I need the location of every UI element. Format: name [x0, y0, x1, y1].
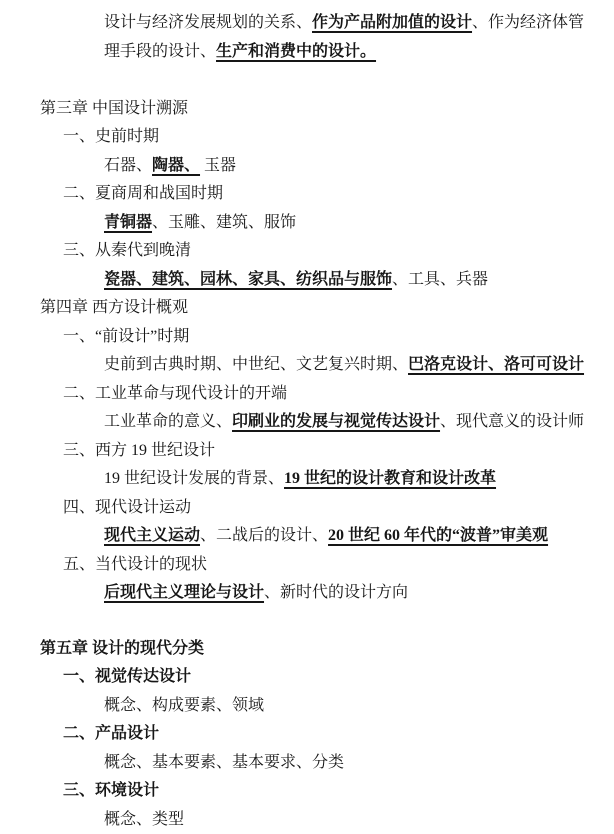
text-segment: 第三章 中国设计溯源 [40, 99, 189, 117]
text-segment: 一、“前设计”时期 [63, 327, 190, 345]
text-segment: 概念、构成要素、领域 [104, 696, 265, 714]
doc-line-content [104, 38, 594, 67]
emphasis-segment: 陶器、 [152, 156, 201, 174]
text-segment: 、新时代的设计方向 [264, 584, 409, 601]
doc-line-item [63, 494, 594, 523]
emphasis-segment: 20 世纪 60 年代的“波普”审美观 [328, 527, 549, 544]
text-segment: 五、当代设计的现状 [63, 555, 208, 573]
doc-line-content [104, 152, 594, 181]
doc-line-chapter [40, 294, 594, 323]
doc-line-content [104, 209, 594, 238]
text-segment: 19 世纪设计发展的背景、 [104, 470, 285, 487]
doc-line-item [63, 380, 594, 409]
doc-line-content [104, 579, 594, 608]
text-segment: 概念、类型 [104, 810, 185, 828]
text-segment: 、工具、兵器 [392, 270, 489, 288]
text-segment: 二、工业革命与现代设计的开端 [63, 384, 288, 402]
text-segment: 三、西方 19 世纪设计 [63, 441, 216, 459]
doc-line-content [104, 465, 594, 494]
doc-line-item [63, 720, 594, 749]
emphasis-segment: 第五章 设计的现代分类 [40, 639, 205, 657]
doc-line-item [63, 237, 594, 266]
text-segment: 、现代意义的设计师 [440, 413, 585, 430]
emphasis-segment: 现代主义运动 [104, 527, 201, 544]
emphasis-segment: 一、视觉传达设计 [63, 668, 192, 685]
text-segment: 理手段的设计、 [104, 42, 217, 60]
doc-line-content [104, 351, 594, 380]
text-segment: 概念、基本要素、基本要求、分类 [104, 753, 345, 771]
doc-line-content [104, 408, 594, 437]
emphasis-segment: 印刷业的发展与视觉传达设计 [232, 413, 441, 430]
doc-line-item [63, 123, 594, 152]
doc-line-item [63, 180, 594, 209]
emphasis-segment: 作为产品附加值的设计 [312, 14, 473, 31]
doc-line-content [104, 749, 594, 778]
text-segment: 一、史前时期 [63, 128, 160, 145]
text-segment: 四、现代设计运动 [63, 498, 192, 516]
emphasis-segment: 瓷器、建筑、园林、家具、纺织品与服饰 [104, 270, 393, 288]
emphasis-segment: 青铜器 [104, 213, 153, 231]
doc-line-content [104, 806, 594, 834]
emphasis-segment: 二、产品设计 [63, 725, 160, 742]
text-segment: 工业革命的意义、 [104, 413, 233, 430]
doc-line-item [63, 663, 594, 692]
text-segment: 玉器 [200, 156, 237, 174]
text-segment: 二、夏商周和战国时期 [63, 185, 224, 202]
emphasis-segment: 后现代主义理论与设计 [104, 584, 265, 601]
doc-line-item [63, 551, 594, 580]
text-segment: 第四章 西方设计概观 [40, 299, 189, 316]
doc-line-content [104, 522, 594, 551]
text-segment: 史前到古典时期、中世纪、文艺复兴时期、 [104, 356, 409, 373]
doc-line-item [63, 437, 594, 466]
doc-line-content [104, 266, 594, 295]
doc-line-chapter [40, 635, 594, 664]
emphasis-segment: 19 世纪的设计教育和设计改革 [284, 470, 497, 487]
doc-line-item [63, 323, 594, 352]
emphasis-segment: 生产和消费中的设计。 [216, 42, 377, 60]
doc-line-content [104, 692, 594, 721]
doc-line-item [63, 777, 594, 806]
text-segment: 三、从秦代到晚清 [63, 242, 192, 259]
emphasis-segment: 巴洛克设计、洛可可设计 [408, 356, 585, 373]
text-segment: 设计与经济发展规划的关系、 [104, 14, 313, 31]
doc-line-chapter [40, 95, 594, 124]
text-segment: 、玉雕、建筑、服饰 [152, 213, 297, 231]
text-segment: 石器、 [104, 156, 153, 174]
emphasis-segment: 三、环境设计 [63, 782, 160, 799]
doc-line-content [104, 9, 594, 38]
text-segment: 、二战后的设计、 [200, 527, 329, 544]
text-segment: 、作为经济体管 [472, 14, 585, 31]
